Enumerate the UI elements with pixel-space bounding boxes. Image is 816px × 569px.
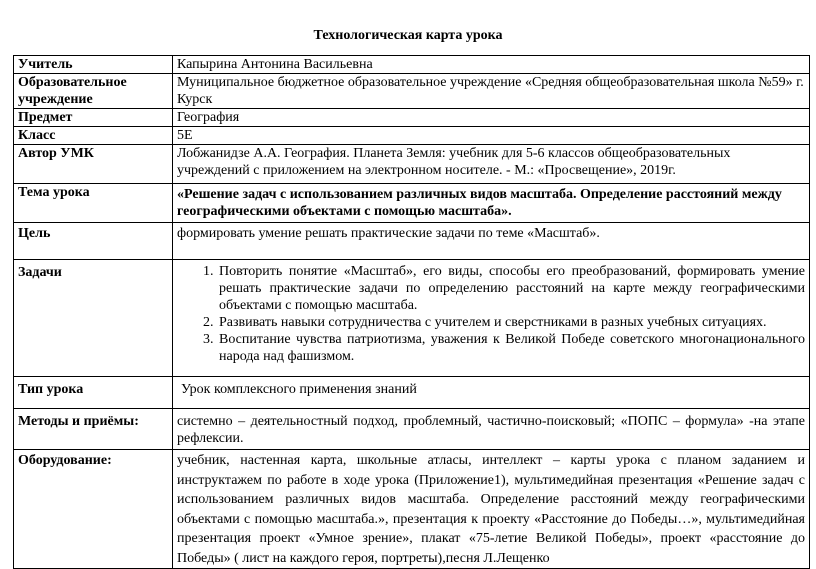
value-goal: формировать умение решать практические задачи по теме «Масштаб». (173, 223, 810, 260)
value-subject: География (173, 109, 810, 127)
lesson-table (13, 55, 810, 569)
label-teacher: Учитель (14, 56, 173, 74)
label-author: Автор УМК (14, 145, 173, 184)
row-topic (14, 184, 810, 223)
value-grade: 5Е (173, 127, 810, 145)
value-institution: Муниципальное бюджетное образовательное учреждение «Средняя общеобразовательная школа №59» г. Курск (173, 74, 810, 109)
label-grade: Класс (14, 127, 173, 145)
row-teacher (14, 56, 810, 74)
row-lesson-type (14, 377, 810, 409)
row-goal (14, 223, 810, 260)
row-tasks (14, 260, 810, 377)
value-teacher: Капырина Антонина Васильевна (173, 56, 810, 74)
value-tasks (173, 260, 810, 377)
task-item: 2. Развивать навыки сотрудничества с учителем и сверстниками в разных учебных ситуациях. (217, 314, 805, 331)
row-author (14, 145, 810, 184)
row-subject (14, 109, 810, 127)
row-equipment (14, 450, 810, 569)
label-lesson-type: Тип урока (14, 377, 173, 409)
value-methods: системно – деятельностный подход, проблемный, частично-поисковый; «ПОПС – формула» -на этапе рефлексии. (173, 409, 810, 450)
value-equipment: учебник, настенная карта, школьные атласы, интеллект – карты урока с планом заданием и инструктажем по работе в ходе урока (Приложение1), мультимедийная презентация «Решение задач с использованием различных видов масштаба. Определение расстояний между географическими объектами с помощью масштаба.», презентация к проекту «Расстояние до Победы…», мультимедийная презентация проект «Умное зрение», плакат «75-летие Великой Победы», проект «расстояние до Победы» ( лист на каждого героя, портреты),песня Л.Лещенко (173, 450, 810, 569)
label-methods: Методы и приёмы: (14, 409, 173, 450)
value-lesson-type: Урок комплексного применения знаний (173, 377, 810, 409)
row-methods (14, 409, 810, 450)
label-equipment: Оборудование: (14, 450, 173, 569)
label-goal: Цель (14, 223, 173, 260)
task-item: 1. Повторить понятие «Масштаб», его виды, способы его преобразований, формировать умение решать практические задачи по определению расстояний на карте между географическими объектами с помощью масштаба. (217, 263, 805, 314)
value-topic: «Решение задач с использованием различных видов масштаба. Определение расстояний между географическими объектами с помощью масштаба». (173, 184, 810, 223)
task-item: 3. Воспитание чувства патриотизма, уважения к Великой Победе советского многонационального народа над фашизмом. (217, 331, 805, 365)
task-list (177, 263, 805, 365)
row-grade (14, 127, 810, 145)
row-institution (14, 74, 810, 109)
label-institution: Образовательное учреждение (14, 74, 173, 109)
label-topic: Тема урока (14, 184, 173, 223)
document-title: Технологическая карта урока (313, 28, 503, 43)
label-subject: Предмет (14, 109, 173, 127)
value-author: Лобжанидзе А.А. География. Планета Земля: учебник для 5-6 классов общеобразовательных учреждений с приложением на электронном носителе. - М.: «Просвещение», 2019г. (173, 145, 810, 184)
label-tasks: Задачи (14, 260, 173, 377)
